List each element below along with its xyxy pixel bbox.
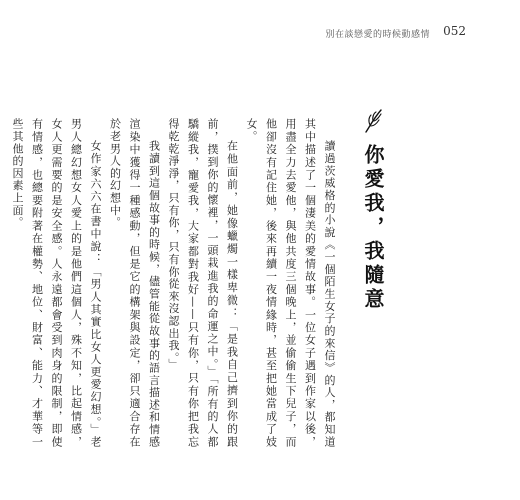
chapter-heading bbox=[362, 108, 384, 312]
paragraph: 女作家六六在書中說：「男人其實比女人更愛幻想。」老男人總幻想女人愛上的是他們這個人，殊不知，比起情感，女人更需要的是安全感。人永遠都會受到肉身的限制，即使有情感，也總要附著在權勢、地位、財富、能力、才華等一些其他的因素上面。 bbox=[11, 118, 102, 448]
chapter-title: 你愛我，我隨意 bbox=[361, 144, 385, 312]
paragraph: 我讀到這個故事的時候，儘管能從故事的語言描述和情感渲染中獲得一種感動，但是它的構架與設定，卻只適合存在於老男人的幻想中。 bbox=[108, 118, 161, 448]
running-header: 別在談戀愛的時候動感情 bbox=[325, 30, 430, 40]
page-number: 052 bbox=[443, 24, 466, 38]
paragraph: 在他面前，她像蠟燭一樣卑微：「是我自己擠到你的跟前，撲到你的懷裡，一頭栽進我的命運之中。」「所有的人都驕縱我，寵愛我，大家都對我好——只有你，只有你把我忘得乾乾淨淨，只有你，只有你從來沒認出我。」 bbox=[167, 118, 239, 448]
paragraph: 讀過茨威格的小說《一個陌生女子的來信》的人，都知道其中描述了一個淒美的愛情故事。一位女子遇到作家以後，用盡全力去愛他，與他共度三個晚上，並偷偷生下兒子，而他卻沒有記住她，後來再續一夜情緣時，甚至把她當成了妓女。 bbox=[245, 118, 336, 448]
body-text bbox=[11, 118, 339, 448]
feather-icon bbox=[362, 108, 384, 134]
